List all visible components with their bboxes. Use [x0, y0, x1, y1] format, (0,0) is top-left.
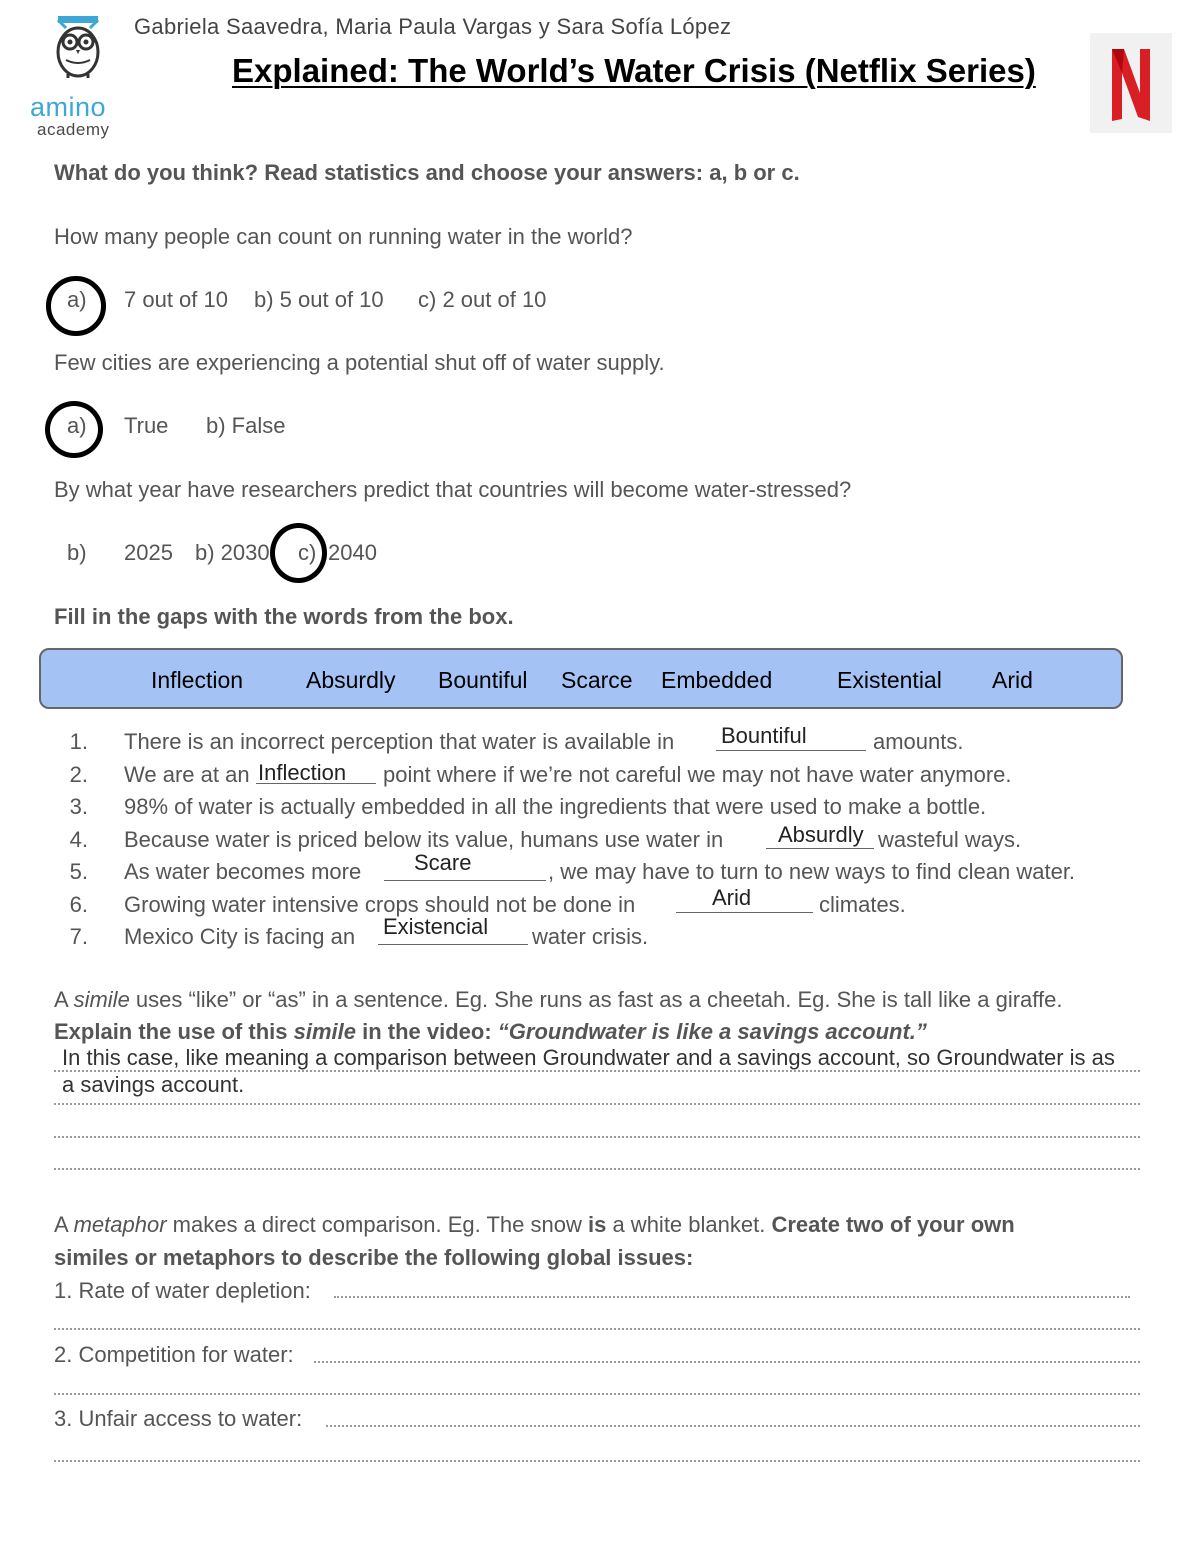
owl-icon: [50, 14, 106, 80]
q1-option-c: c) 2 out of 10: [418, 287, 547, 312]
text-fragment: A: [54, 1212, 74, 1237]
simile-instruction: [54, 1019, 927, 1045]
answer-line[interactable]: [54, 1136, 1140, 1138]
item-text: As water becomes more: [124, 859, 362, 884]
q1-option-b: b) 5 out of 10: [254, 287, 384, 312]
answer-line[interactable]: [54, 1103, 1140, 1105]
word-box-item: Existential: [837, 667, 942, 693]
question-2: Few cities are experiencing a potential shut off of water supply.: [54, 350, 665, 375]
q2-option-b: b) False: [206, 413, 286, 438]
prompt-competition: 2. Competition for water:: [54, 1342, 294, 1367]
text-fragment: makes a direct comparison. Eg. The snow: [166, 1212, 588, 1237]
item-number: 5.: [69, 859, 88, 884]
text-fragment: Explain the use of this: [54, 1019, 294, 1044]
emphasis: simile: [73, 987, 130, 1012]
metaphor-definition: [54, 1212, 1015, 1238]
metaphor-instruction-line-2: similes or metaphors to describe the following global issues:: [54, 1245, 694, 1270]
emphasis: simile: [293, 1019, 356, 1044]
answer-line[interactable]: [334, 1296, 1130, 1298]
answer-line[interactable]: [54, 1460, 1140, 1462]
prompt-unfair-access: 3. Unfair access to water:: [54, 1406, 303, 1431]
emphasis: is: [587, 1212, 607, 1237]
item-number: 4.: [69, 827, 88, 852]
text-fragment: uses “like” or “as” in a sentence. Eg. She runs as fast as a cheetah. Eg. She is tall like a giraffe.: [129, 987, 1063, 1012]
item-text-end: point where if we’re not careful we may not have water anymore.: [383, 762, 1012, 787]
netflix-logo: [1090, 33, 1172, 133]
word-box: [39, 648, 1123, 709]
answer-blank[interactable]: [676, 912, 813, 913]
word-box-item: Arid: [992, 667, 1033, 693]
filled-answer: Arid: [712, 885, 752, 910]
item-text-end: water crisis.: [532, 924, 649, 949]
item-number: 7.: [69, 924, 88, 949]
item-text-end: amounts.: [873, 729, 964, 754]
item-number: 3.: [69, 794, 88, 819]
filled-answer: Absurdly: [778, 822, 864, 847]
word-box-item: Absurdly: [306, 667, 396, 693]
authors: Gabriela Saavedra, Maria Paula Vargas y Sara Sofía López: [134, 14, 732, 39]
q3-option-b: b) 2030: [195, 540, 270, 565]
filled-answer: Existencial: [383, 914, 489, 939]
q3-option-c: 2040: [328, 540, 377, 565]
q1-option-a-mark: a): [67, 287, 87, 312]
logo-word: amino: [30, 92, 107, 122]
netflix-n-icon: [1090, 33, 1172, 133]
simile-answer-line-1: In this case, like meaning a comparison between Groundwater and a savings account, so Groundwater is as: [62, 1045, 1115, 1070]
answer-line[interactable]: [54, 1393, 1140, 1395]
item-text: We are at an: [124, 762, 250, 787]
amino-academy-logo: [28, 14, 128, 139]
answer-circle: [46, 276, 106, 336]
item-text-end: , we may have to turn to new ways to find clean water.: [548, 859, 1076, 884]
item-text-end: climates.: [819, 892, 906, 917]
item-text: There is an incorrect perception that water is available in: [124, 729, 675, 754]
q2-option-a: True: [124, 413, 169, 438]
answer-line[interactable]: [326, 1425, 1140, 1427]
quiz-instruction: What do you think? Read statistics and choose your answers: a, b or c.: [54, 160, 800, 185]
answer-line[interactable]: [314, 1361, 1140, 1363]
item-number: 2.: [69, 762, 88, 787]
text-fragment: a white blanket.: [606, 1212, 772, 1237]
simile-quote: “Groundwater is like a savings account.”: [497, 1019, 927, 1044]
q3-option-a: 2025: [124, 540, 173, 565]
filled-answer: Scare: [414, 850, 472, 875]
answer-blank[interactable]: [378, 944, 528, 945]
item-number: 6.: [69, 892, 88, 917]
answer-blank[interactable]: [766, 848, 874, 849]
word-box-item: Inflection: [151, 667, 244, 693]
answer-line[interactable]: [54, 1328, 1140, 1330]
filled-answer: Bountiful: [721, 723, 807, 748]
metaphor-instruction: Create two of your own: [771, 1212, 1015, 1237]
answer-circle: [270, 523, 327, 583]
logo-subtitle: academy: [37, 120, 110, 139]
item-text: Growing water intensive crops should not be done in: [124, 892, 636, 917]
word-box-item: Scarce: [561, 667, 633, 693]
question-1: How many people can count on running water in the world?: [54, 224, 633, 249]
simile-answer-line-2: a savings account.: [62, 1072, 245, 1097]
filled-answer: Inflection: [258, 760, 347, 785]
q1-option-a: 7 out of 10: [124, 287, 228, 312]
prompt-water-depletion: 1. Rate of water depletion:: [54, 1278, 311, 1303]
gaps-instruction: Fill in the gaps with the words from the box.: [54, 604, 514, 629]
item-text-end: wasteful ways.: [878, 827, 1022, 852]
simile-definition: [54, 987, 1062, 1013]
question-3: By what year have researchers predict that countries will become water-stressed?: [54, 477, 852, 502]
q2-option-a-mark: a): [67, 413, 87, 438]
item-number: 1.: [69, 729, 88, 754]
emphasis: metaphor: [73, 1212, 167, 1237]
answer-blank[interactable]: [716, 750, 866, 751]
item-text: Mexico City is facing an: [124, 924, 356, 949]
word-box-item: Embedded: [661, 667, 773, 693]
q3-option-a-mark: b): [67, 540, 87, 565]
answer-circle: [45, 401, 103, 458]
answer-blank[interactable]: [384, 880, 546, 881]
q3-option-c-mark: c): [298, 540, 317, 565]
text-fragment: A: [54, 987, 74, 1012]
page-title: Explained: The World’s Water Crisis (Netflix Series): [232, 52, 1036, 89]
item-text: Because water is priced below its value, humans use water in: [124, 827, 724, 852]
text-fragment: in the video:: [355, 1019, 498, 1044]
item-text: 98% of water is actually embedded in all the ingredients that were used to make a bottle.: [124, 794, 987, 819]
word-box-item: Bountiful: [438, 667, 528, 693]
answer-line[interactable]: [54, 1168, 1140, 1170]
